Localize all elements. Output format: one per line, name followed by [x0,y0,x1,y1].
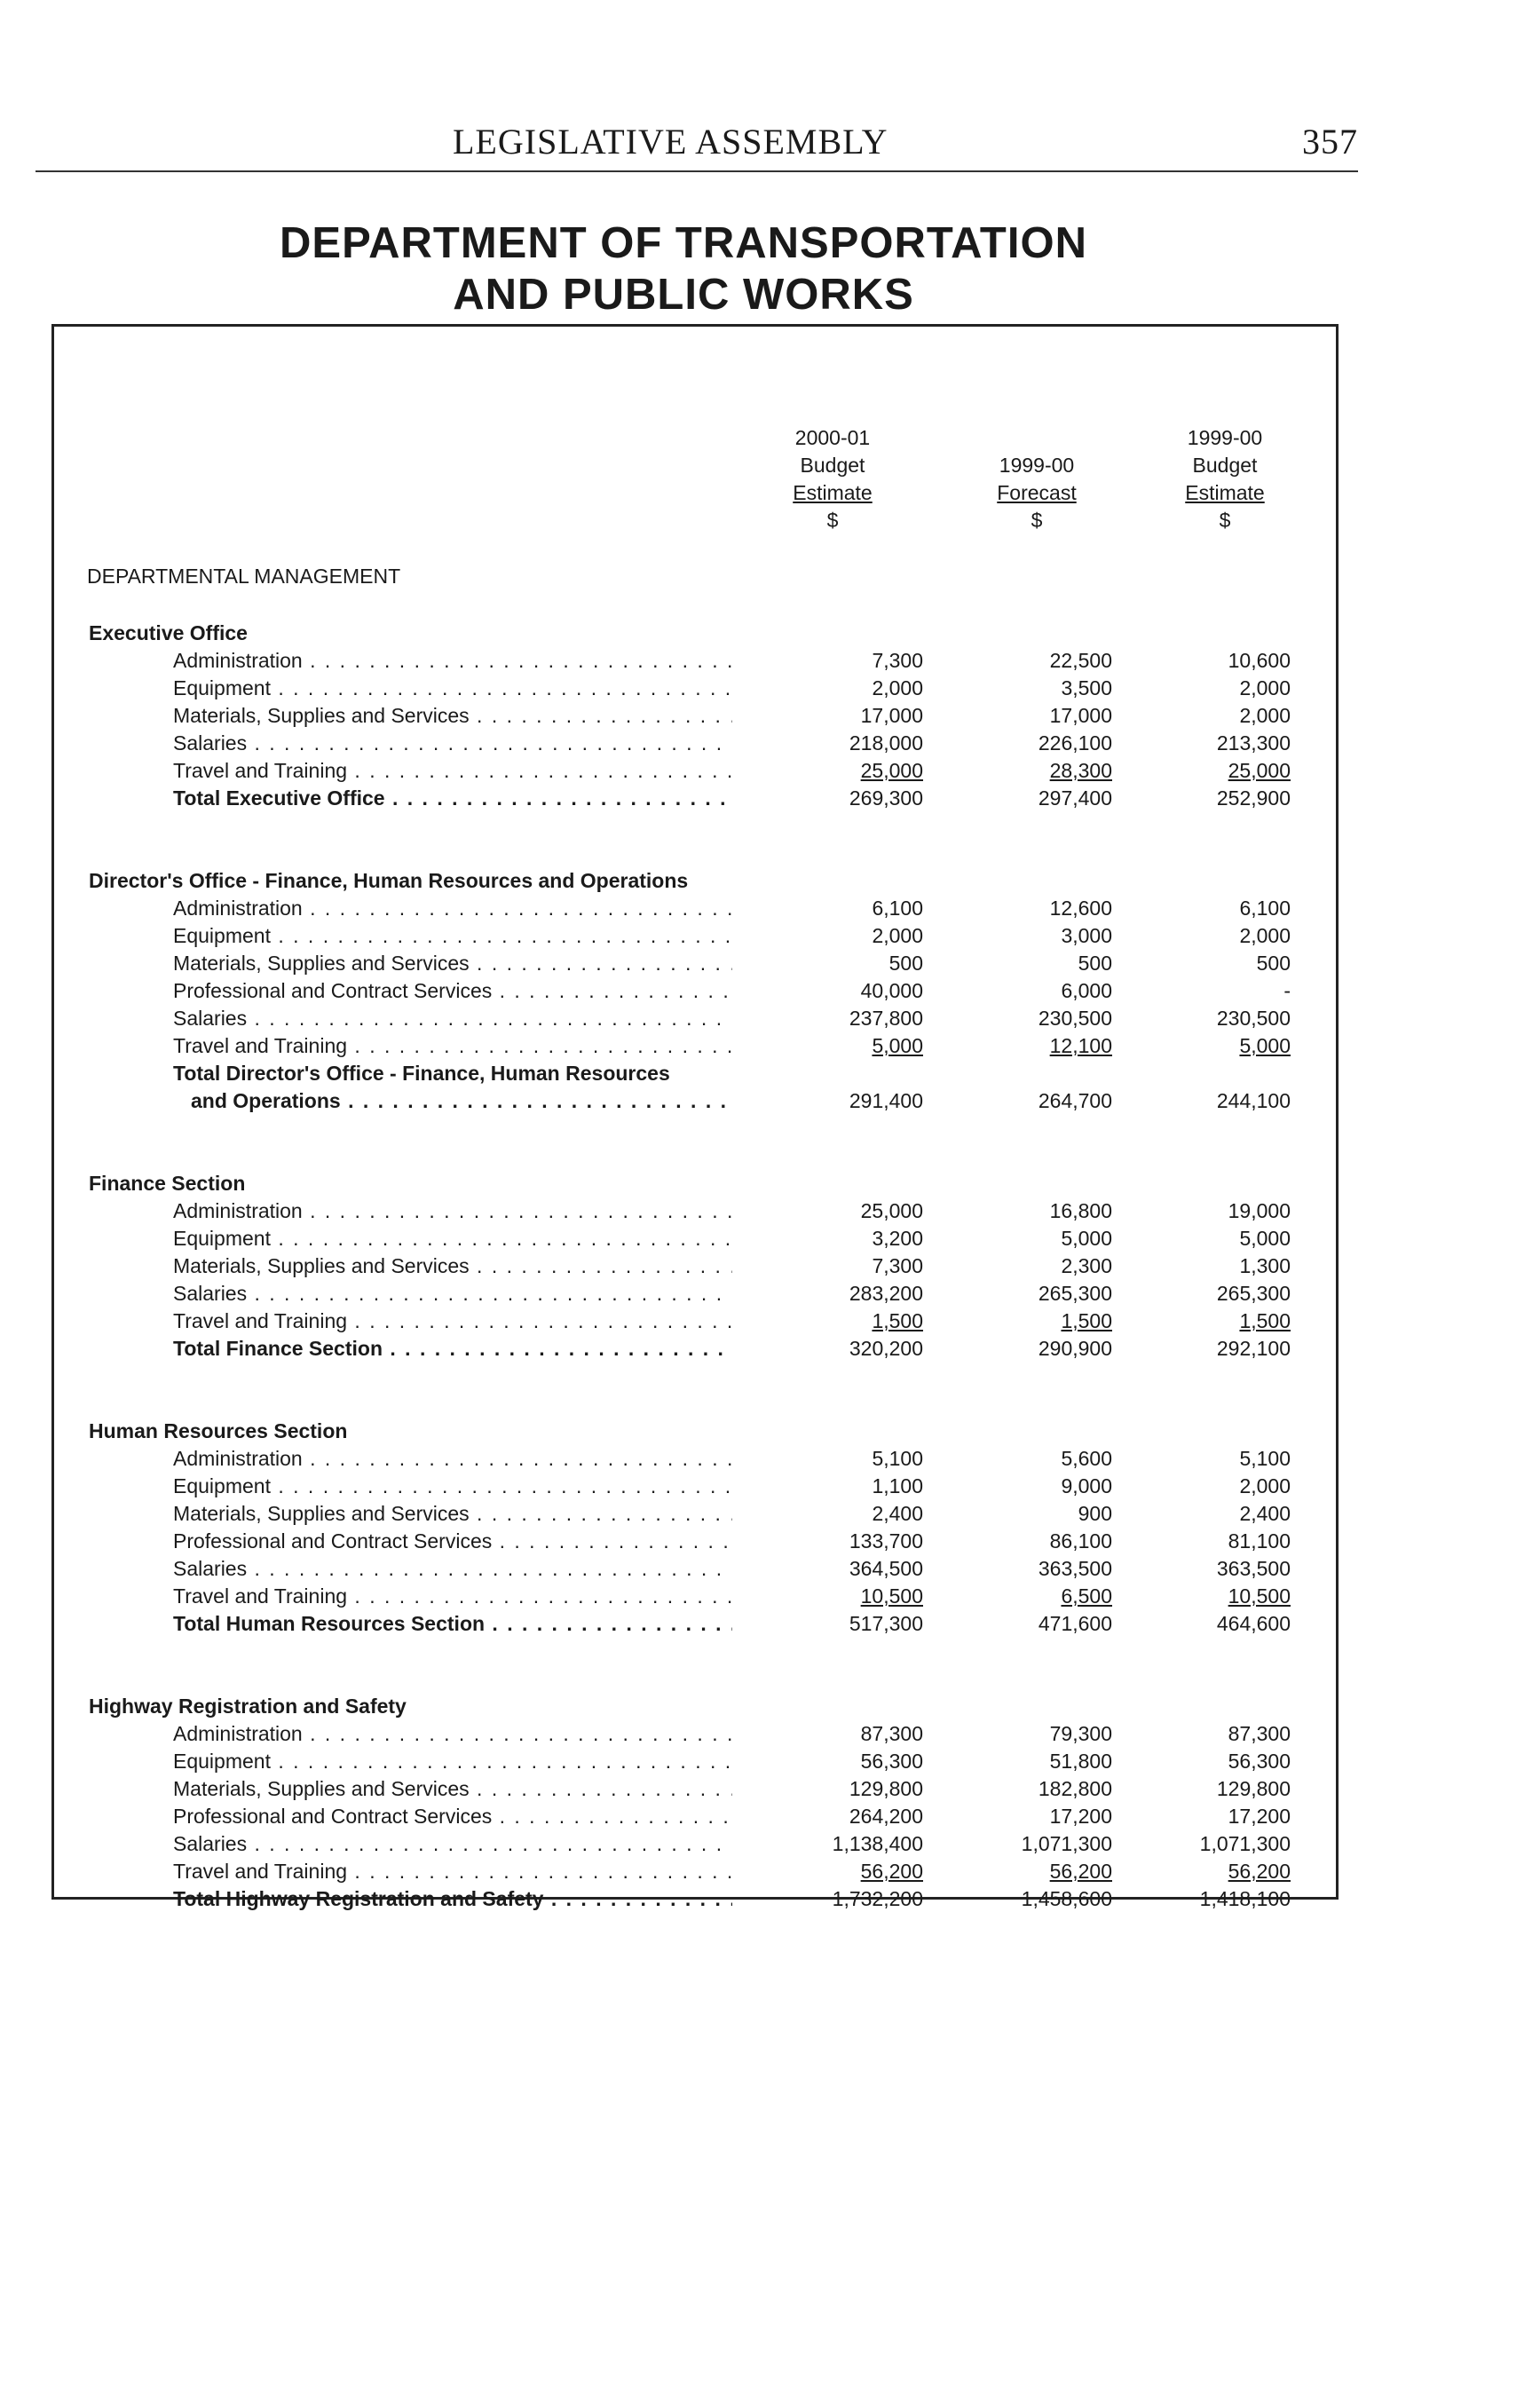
total-label: Total Director's Office - Finance, Human Resources [173,1062,670,1085]
total-row [0,785,1540,812]
row-value: 19,000 [1228,1199,1291,1222]
table-row [0,702,1540,730]
row-value: 2,000 [1239,1474,1291,1497]
row-value: 364,500 [849,1557,923,1580]
total-value: 252,900 [1216,786,1291,810]
row-value: 87,300 [1228,1722,1291,1745]
total-value: 297,400 [1038,786,1112,810]
row-value: 213,300 [1216,731,1291,755]
row-value: 2,400 [872,1502,923,1525]
column-header-line: 1999-00 [999,454,1075,477]
row-value: 363,500 [1038,1557,1112,1580]
row-value: 5,000 [872,1034,923,1057]
total-value: 320,200 [849,1337,923,1360]
row-label: Salaries . . . [173,1007,732,1031]
row-value: 230,500 [1038,1007,1112,1030]
table-row [0,647,1540,675]
row-value: 6,100 [872,897,923,920]
row-value: 1,071,300 [1199,1832,1291,1855]
row-value: 129,800 [1216,1777,1291,1800]
row-value: 363,500 [1216,1557,1291,1580]
total-label-continued: and Operations . . . [191,1089,732,1113]
row-value: 237,800 [849,1007,923,1030]
group-spacer [0,1115,1540,1170]
row-label: Materials, Supplies and Services . . . [173,704,732,728]
total-row [0,1060,1540,1087]
column-header-line: Forecast [997,481,1077,504]
table-row [0,675,1540,702]
row-value: 1,138,400 [832,1832,923,1855]
row-value: 265,300 [1216,1282,1291,1305]
table-row [0,977,1540,1005]
table-row [0,1032,1540,1060]
column-header-line: Budget [800,454,865,477]
table-row [0,1500,1540,1528]
group-spacer [0,1638,1540,1693]
section-heading: DEPARTMENTAL MANAGEMENT [87,565,401,588]
total-value: 464,600 [1216,1612,1291,1635]
table-row [0,950,1540,977]
row-value: 226,100 [1038,731,1112,755]
row-value: 2,000 [872,676,923,699]
row-value: 5,000 [1061,1227,1112,1250]
row-label: Professional and Contract Services . . . [173,1529,732,1553]
total-value: 244,100 [1216,1089,1291,1112]
row-label: Equipment . . . [173,676,732,700]
column-header-line: Estimate [793,481,873,504]
table-row [0,1445,1540,1473]
row-value: 3,200 [872,1227,923,1250]
row-value: 5,000 [1239,1034,1291,1057]
row-label: Equipment . . . [173,1227,732,1251]
group-heading-label: Finance Section [89,1172,246,1195]
row-value: 129,800 [849,1777,923,1800]
column-header-1999-00-budget-estimate [1145,424,1305,534]
total-value: 1,732,200 [832,1887,923,1910]
row-value: 2,300 [1061,1254,1112,1277]
row-value: 900 [1078,1502,1112,1525]
table-row [0,1197,1540,1225]
row-label: Equipment . . . [173,1474,732,1498]
column-header-2000-01-budget-estimate [753,424,912,534]
total-value: 292,100 [1216,1337,1291,1360]
row-value: 1,500 [1061,1309,1112,1332]
total-label: Total Human Resources Section . . . [173,1612,732,1636]
table-row [0,1308,1540,1335]
row-value: 25,000 [1228,759,1291,782]
table-row [0,1473,1540,1500]
row-value: 9,000 [1061,1474,1112,1497]
total-value: 1,418,100 [1199,1887,1291,1910]
row-value: 10,500 [1228,1584,1291,1608]
row-value: 6,000 [1061,979,1112,1002]
row-value: 7,300 [872,1254,923,1277]
row-value: 1,100 [872,1474,923,1497]
row-value: 10,600 [1228,649,1291,672]
row-value: 17,200 [1049,1805,1112,1828]
row-value: 1,500 [872,1309,923,1332]
table-row [0,730,1540,757]
row-label: Administration . . . [173,1722,732,1746]
total-row [0,1335,1540,1363]
row-value: 17,000 [1049,704,1112,727]
row-value: - [1283,979,1291,1002]
department-title-line-2: AND PUBLIC WORKS [453,271,914,319]
total-value: 1,458,600 [1021,1887,1112,1910]
group-heading [0,1693,1540,1720]
row-value: 264,200 [849,1805,923,1828]
row-value: 12,600 [1049,897,1112,920]
total-value: 471,600 [1038,1612,1112,1635]
row-value: 1,300 [1239,1254,1291,1277]
row-label: Salaries . . . [173,731,732,755]
row-value: 5,100 [872,1447,923,1470]
column-header-unit: $ [826,509,839,532]
total-value: 290,900 [1038,1337,1112,1360]
row-value: 25,000 [860,1199,923,1222]
total-label: Total Finance Section . . . [173,1337,732,1361]
table-row [0,757,1540,785]
row-label: Materials, Supplies and Services . . . [173,1254,732,1278]
row-value: 2,400 [1239,1502,1291,1525]
row-value: 3,000 [1061,924,1112,947]
running-head-title: LEGISLATIVE ASSEMBLY [453,122,888,162]
group-heading-label: Director's Office - Finance, Human Resources and Operations [89,869,689,892]
row-label: Materials, Supplies and Services . . . [173,952,732,976]
table-row [0,1252,1540,1280]
row-value: 22,500 [1049,649,1112,672]
table-row [0,1280,1540,1308]
row-value: 56,200 [860,1860,923,1883]
column-header-line: 1999-00 [1187,426,1263,449]
budget-table-body [0,620,1540,1913]
row-label: Materials, Supplies and Services . . . [173,1777,732,1801]
table-row [0,1803,1540,1830]
group-heading [0,1418,1540,1445]
row-value: 12,100 [1049,1034,1112,1057]
group-heading [0,620,1540,647]
row-label: Travel and Training . . . [173,1034,732,1058]
total-value: 264,700 [1038,1089,1112,1112]
row-value: 40,000 [860,979,923,1002]
row-value: 2,000 [1239,676,1291,699]
group-heading-label: Highway Registration and Safety [89,1695,407,1718]
row-value: 87,300 [860,1722,923,1745]
table-row [0,1555,1540,1583]
row-label: Salaries . . . [173,1832,732,1856]
row-label: Professional and Contract Services . . . [173,979,732,1003]
row-value: 86,100 [1049,1529,1112,1553]
column-header-line: 2000-01 [794,426,871,449]
group-heading [0,867,1540,895]
row-value: 28,300 [1049,759,1112,782]
row-value: 79,300 [1049,1722,1112,1745]
row-label: Salaries . . . [173,1557,732,1581]
row-value: 1,071,300 [1021,1832,1112,1855]
row-value: 500 [1256,952,1291,975]
total-value: 291,400 [849,1089,923,1112]
table-row [0,1748,1540,1775]
column-header-line: Budget [1192,454,1258,477]
total-label: Total Executive Office . . . [173,786,732,810]
row-label: Travel and Training . . . [173,1309,732,1333]
row-value: 56,200 [1049,1860,1112,1883]
group-heading-label: Executive Office [89,621,248,644]
column-header-unit: $ [1031,509,1043,532]
row-label: Administration . . . [173,649,732,673]
total-row-continued [0,1087,1540,1115]
group-spacer [0,812,1540,867]
group-heading [0,1170,1540,1197]
row-value: 1,500 [1239,1309,1291,1332]
table-row [0,1720,1540,1748]
row-value: 56,300 [1228,1750,1291,1773]
row-label: Travel and Training . . . [173,1860,732,1884]
row-value: 81,100 [1228,1529,1291,1553]
row-value: 3,500 [1061,676,1112,699]
row-value: 500 [1078,952,1112,975]
row-label: Administration . . . [173,1447,732,1471]
row-value: 56,200 [1228,1860,1291,1883]
row-value: 230,500 [1216,1007,1291,1030]
row-label: Travel and Training . . . [173,1584,732,1608]
row-label: Travel and Training . . . [173,759,732,783]
table-row [0,922,1540,950]
table-row [0,1005,1540,1032]
column-header-line: Estimate [1185,481,1265,504]
row-value: 51,800 [1049,1750,1112,1773]
row-value: 500 [888,952,923,975]
row-value: 10,500 [860,1584,923,1608]
table-row [0,895,1540,922]
table-row [0,1830,1540,1858]
row-value: 25,000 [860,759,923,782]
row-value: 2,000 [1239,704,1291,727]
row-value: 5,600 [1061,1447,1112,1470]
group-spacer [0,1363,1540,1418]
row-value: 6,500 [1061,1584,1112,1608]
group-heading-label: Human Resources Section [89,1419,348,1442]
total-row [0,1885,1540,1913]
row-label: Equipment . . . [173,1750,732,1774]
total-value: 517,300 [849,1612,923,1635]
total-label: Total Highway Registration and Safety . . . [173,1887,732,1911]
row-label: Professional and Contract Services . . . [173,1805,732,1829]
row-label: Administration . . . [173,1199,732,1223]
row-value: 5,000 [1239,1227,1291,1250]
column-header-1999-00-forecast [957,424,1117,534]
total-value: 269,300 [849,786,923,810]
table-row [0,1225,1540,1252]
row-value: 7,300 [872,649,923,672]
table-row [0,1775,1540,1803]
row-value: 265,300 [1038,1282,1112,1305]
row-label: Materials, Supplies and Services . . . [173,1502,732,1526]
row-value: 2,000 [872,924,923,947]
row-label: Equipment . . . [173,924,732,948]
row-value: 2,000 [1239,924,1291,947]
row-label: Administration . . . [173,897,732,920]
table-row [0,1528,1540,1555]
row-value: 5,100 [1239,1447,1291,1470]
total-row [0,1610,1540,1638]
row-value: 283,200 [849,1282,923,1305]
row-value: 16,800 [1049,1199,1112,1222]
row-value: 218,000 [849,731,923,755]
row-value: 133,700 [849,1529,923,1553]
table-row [0,1583,1540,1610]
row-label: Salaries . . . [173,1282,732,1306]
row-value: 56,300 [860,1750,923,1773]
column-header-unit: $ [1219,509,1231,532]
department-title-line-1: DEPARTMENT OF TRANSPORTATION [280,219,1087,267]
row-value: 6,100 [1239,897,1291,920]
row-value: 182,800 [1038,1777,1112,1800]
table-row [0,1858,1540,1885]
department-title [195,217,1172,320]
running-head [36,115,1358,172]
page-number: 357 [1302,122,1358,162]
row-value: 17,200 [1228,1805,1291,1828]
row-value: 17,000 [860,704,923,727]
